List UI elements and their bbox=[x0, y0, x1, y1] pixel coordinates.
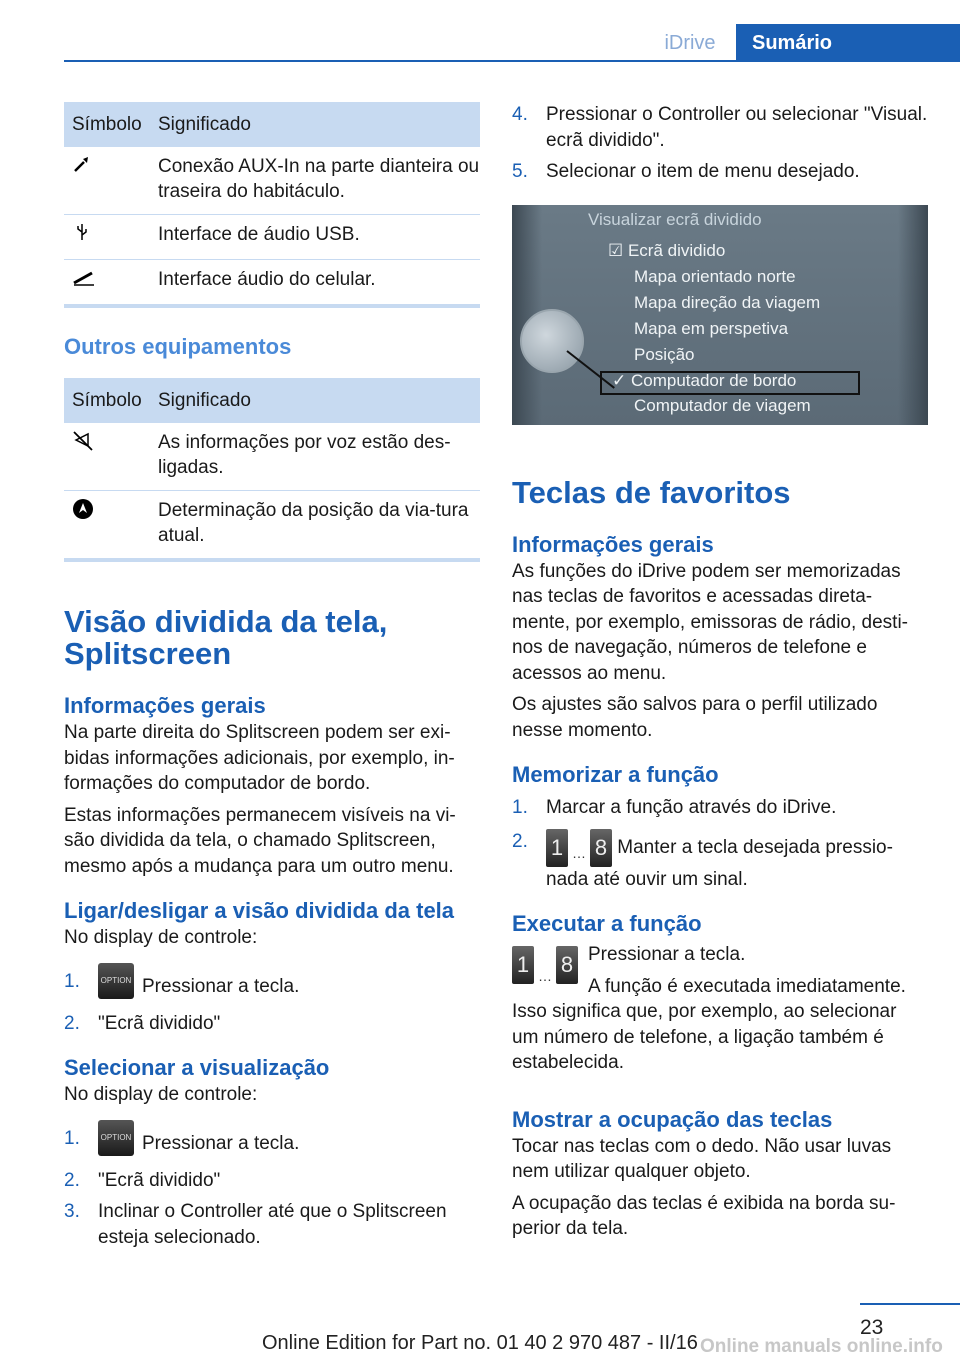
select-intro: No display de controle: bbox=[64, 1084, 258, 1105]
row-text: Conexão AUX-In na parte dianteira ou traseira do habitáculo. bbox=[150, 147, 480, 215]
page-number-rule bbox=[860, 1303, 960, 1305]
screen-item: Posição bbox=[634, 344, 695, 364]
left-column bbox=[64, 102, 480, 1250]
fav-info-p2: Os ajustes são salvos para o perfil utilizado nesse momento. bbox=[512, 694, 878, 741]
select-steps-cont bbox=[512, 102, 928, 185]
col-symbol-header: Símbolo bbox=[64, 378, 150, 423]
phone-audio-icon bbox=[72, 267, 96, 287]
fav-info-p1: As funções do iDrive podem ser memorizadas nas teclas de favoritos e acessadas direta‐mente, por exemplo, emissoras de rádio, desti‐nos de navegação, números de telefone e acessos ao menu. bbox=[512, 560, 909, 684]
list-item: 5. Selecionar o item de menu desejado. bbox=[512, 161, 860, 182]
exec-p3: Isso significa que, por exemplo, ao selecionar um número de telefone, a ligação também é estabelecida. bbox=[512, 1001, 897, 1073]
exec-block: 1 … 8 Pressionar a tecla. A função é executada imediatamente. bbox=[512, 942, 928, 999]
voice-off-icon bbox=[72, 430, 94, 452]
edition-footer: Online Edition for Part no. 01 40 2 970 487 - II/16 bbox=[262, 1332, 698, 1354]
list-item: 2. 1 … 8 Manter a tecla desejada pressio‐nada até ouvir um sinal. bbox=[512, 830, 893, 890]
split-info-heading: Informações gerais bbox=[64, 693, 266, 718]
row-text: Interface de áudio USB. bbox=[150, 215, 480, 260]
favorite-key-1-icon[interactable]: 1 bbox=[512, 946, 534, 984]
list-item: 2. "Ecrã dividido" bbox=[64, 1169, 221, 1191]
table-row bbox=[64, 147, 480, 215]
favorite-key-1-icon[interactable]: 1 bbox=[546, 829, 568, 867]
split-info-p2: Estas informações permanecem visíveis na vi‐são dividida da tela, o chamado Splitscreen, mesmo após a mudança para um outro menu. bbox=[64, 804, 456, 877]
symbol-table-1 bbox=[64, 102, 480, 304]
screen-item: ☑ Ecrã dividido bbox=[608, 240, 726, 260]
list-item: 4. Pressionar o Controller ou selecionar "Visual. ecrã dividido". bbox=[512, 104, 928, 151]
toggle-intro: No display de controle: bbox=[64, 927, 258, 948]
option-button-icon[interactable]: OPTION bbox=[98, 1120, 134, 1156]
watermark: Online manuals online.info bbox=[700, 1336, 943, 1357]
split-title: Visão dividida da tela, Splitscreen bbox=[64, 604, 388, 671]
select-steps bbox=[64, 1126, 480, 1251]
callout-line bbox=[566, 350, 615, 389]
favorite-key-8-icon[interactable]: 8 bbox=[556, 946, 578, 984]
outros-heading: Outros equipamentos bbox=[64, 334, 292, 359]
header-rule bbox=[64, 60, 960, 62]
tab-idrive[interactable]: iDrive bbox=[664, 32, 716, 54]
list-item: 1. Marcar a função através do iDrive. bbox=[512, 797, 837, 818]
exec-p1: Pressionar a tecla. bbox=[588, 944, 746, 965]
table-end-rule bbox=[64, 304, 480, 308]
option-button-icon[interactable]: OPTION bbox=[98, 963, 134, 999]
show-p1: Tocar nas teclas com o dedo. Não usar luvas nem utilizar qualquer objeto. bbox=[512, 1135, 892, 1182]
screen-item: Computador de viagem bbox=[634, 395, 811, 415]
position-icon bbox=[72, 498, 94, 520]
screen-item: Mapa em perspetiva bbox=[634, 318, 789, 338]
select-heading: Selecionar a visualização bbox=[64, 1055, 330, 1080]
list-item: 1. OPTION Pressionar a tecla. bbox=[64, 1126, 480, 1162]
show-p2: A ocupação das teclas é exibida na borda su‐perior da tela. bbox=[512, 1192, 896, 1239]
symbol-table-2 bbox=[64, 378, 480, 558]
fav-info-heading: Informações gerais bbox=[512, 531, 714, 557]
list-item: 2. "Ecrã dividido" bbox=[64, 1012, 221, 1034]
screen-item: ✓ Computador de bordo bbox=[612, 370, 797, 390]
exec-heading: Executar a função bbox=[512, 911, 702, 936]
fav-title: Teclas de favoritos bbox=[512, 474, 791, 510]
table-row bbox=[64, 423, 480, 491]
table-row bbox=[64, 215, 480, 260]
row-text: Interface áudio do celular. bbox=[158, 269, 376, 290]
aux-in-icon bbox=[72, 154, 92, 174]
screen-item: Mapa orientado norte bbox=[634, 266, 796, 286]
page-number: 23 bbox=[860, 1316, 884, 1339]
usb-icon bbox=[72, 222, 92, 242]
col-meaning-header: Significado bbox=[150, 102, 480, 147]
screen-highlight bbox=[600, 371, 860, 395]
table-end-rule bbox=[64, 558, 480, 562]
show-heading: Mostrar a ocupação das teclas bbox=[512, 1106, 833, 1132]
col-symbol-header: Símbolo bbox=[64, 102, 150, 147]
toggle-heading: Ligar/desligar a visão dividida da tela bbox=[64, 898, 455, 923]
mem-steps bbox=[512, 795, 928, 892]
row-text: Determinação da posição da via‐tura atual. bbox=[158, 500, 469, 546]
list-item: 3. Inclinar o Controller até que o Splitscreen esteja selecionado. bbox=[64, 1201, 447, 1248]
split-info-p1: Na parte direita do Splitscreen podem ser exi‐bidas informações adicionais, por exemplo, in‐formações do computador de bordo. bbox=[64, 722, 455, 794]
table-row bbox=[64, 260, 480, 305]
mem-heading: Memorizar a função bbox=[512, 762, 719, 787]
favorite-key-8-icon[interactable]: 8 bbox=[590, 829, 612, 867]
row-text: As informações por voz estão des‐ligadas. bbox=[150, 423, 480, 491]
screen-item: Mapa direção da viagem bbox=[634, 292, 821, 312]
right-column bbox=[512, 102, 928, 1242]
table-row bbox=[64, 491, 480, 559]
screen-title: Visualizar ecrã dividido bbox=[588, 209, 762, 229]
col-meaning-header: Significado bbox=[150, 378, 480, 423]
list-item: 1. OPTION Pressionar a tecla. bbox=[64, 969, 480, 1005]
exec-p2: A função é executada imediatamente. bbox=[588, 975, 906, 997]
splitscreen-display-image bbox=[512, 205, 928, 425]
tab-sumario[interactable]: Sumário bbox=[736, 24, 960, 62]
toggle-steps bbox=[64, 969, 480, 1037]
controller-knob-icon bbox=[520, 309, 584, 373]
